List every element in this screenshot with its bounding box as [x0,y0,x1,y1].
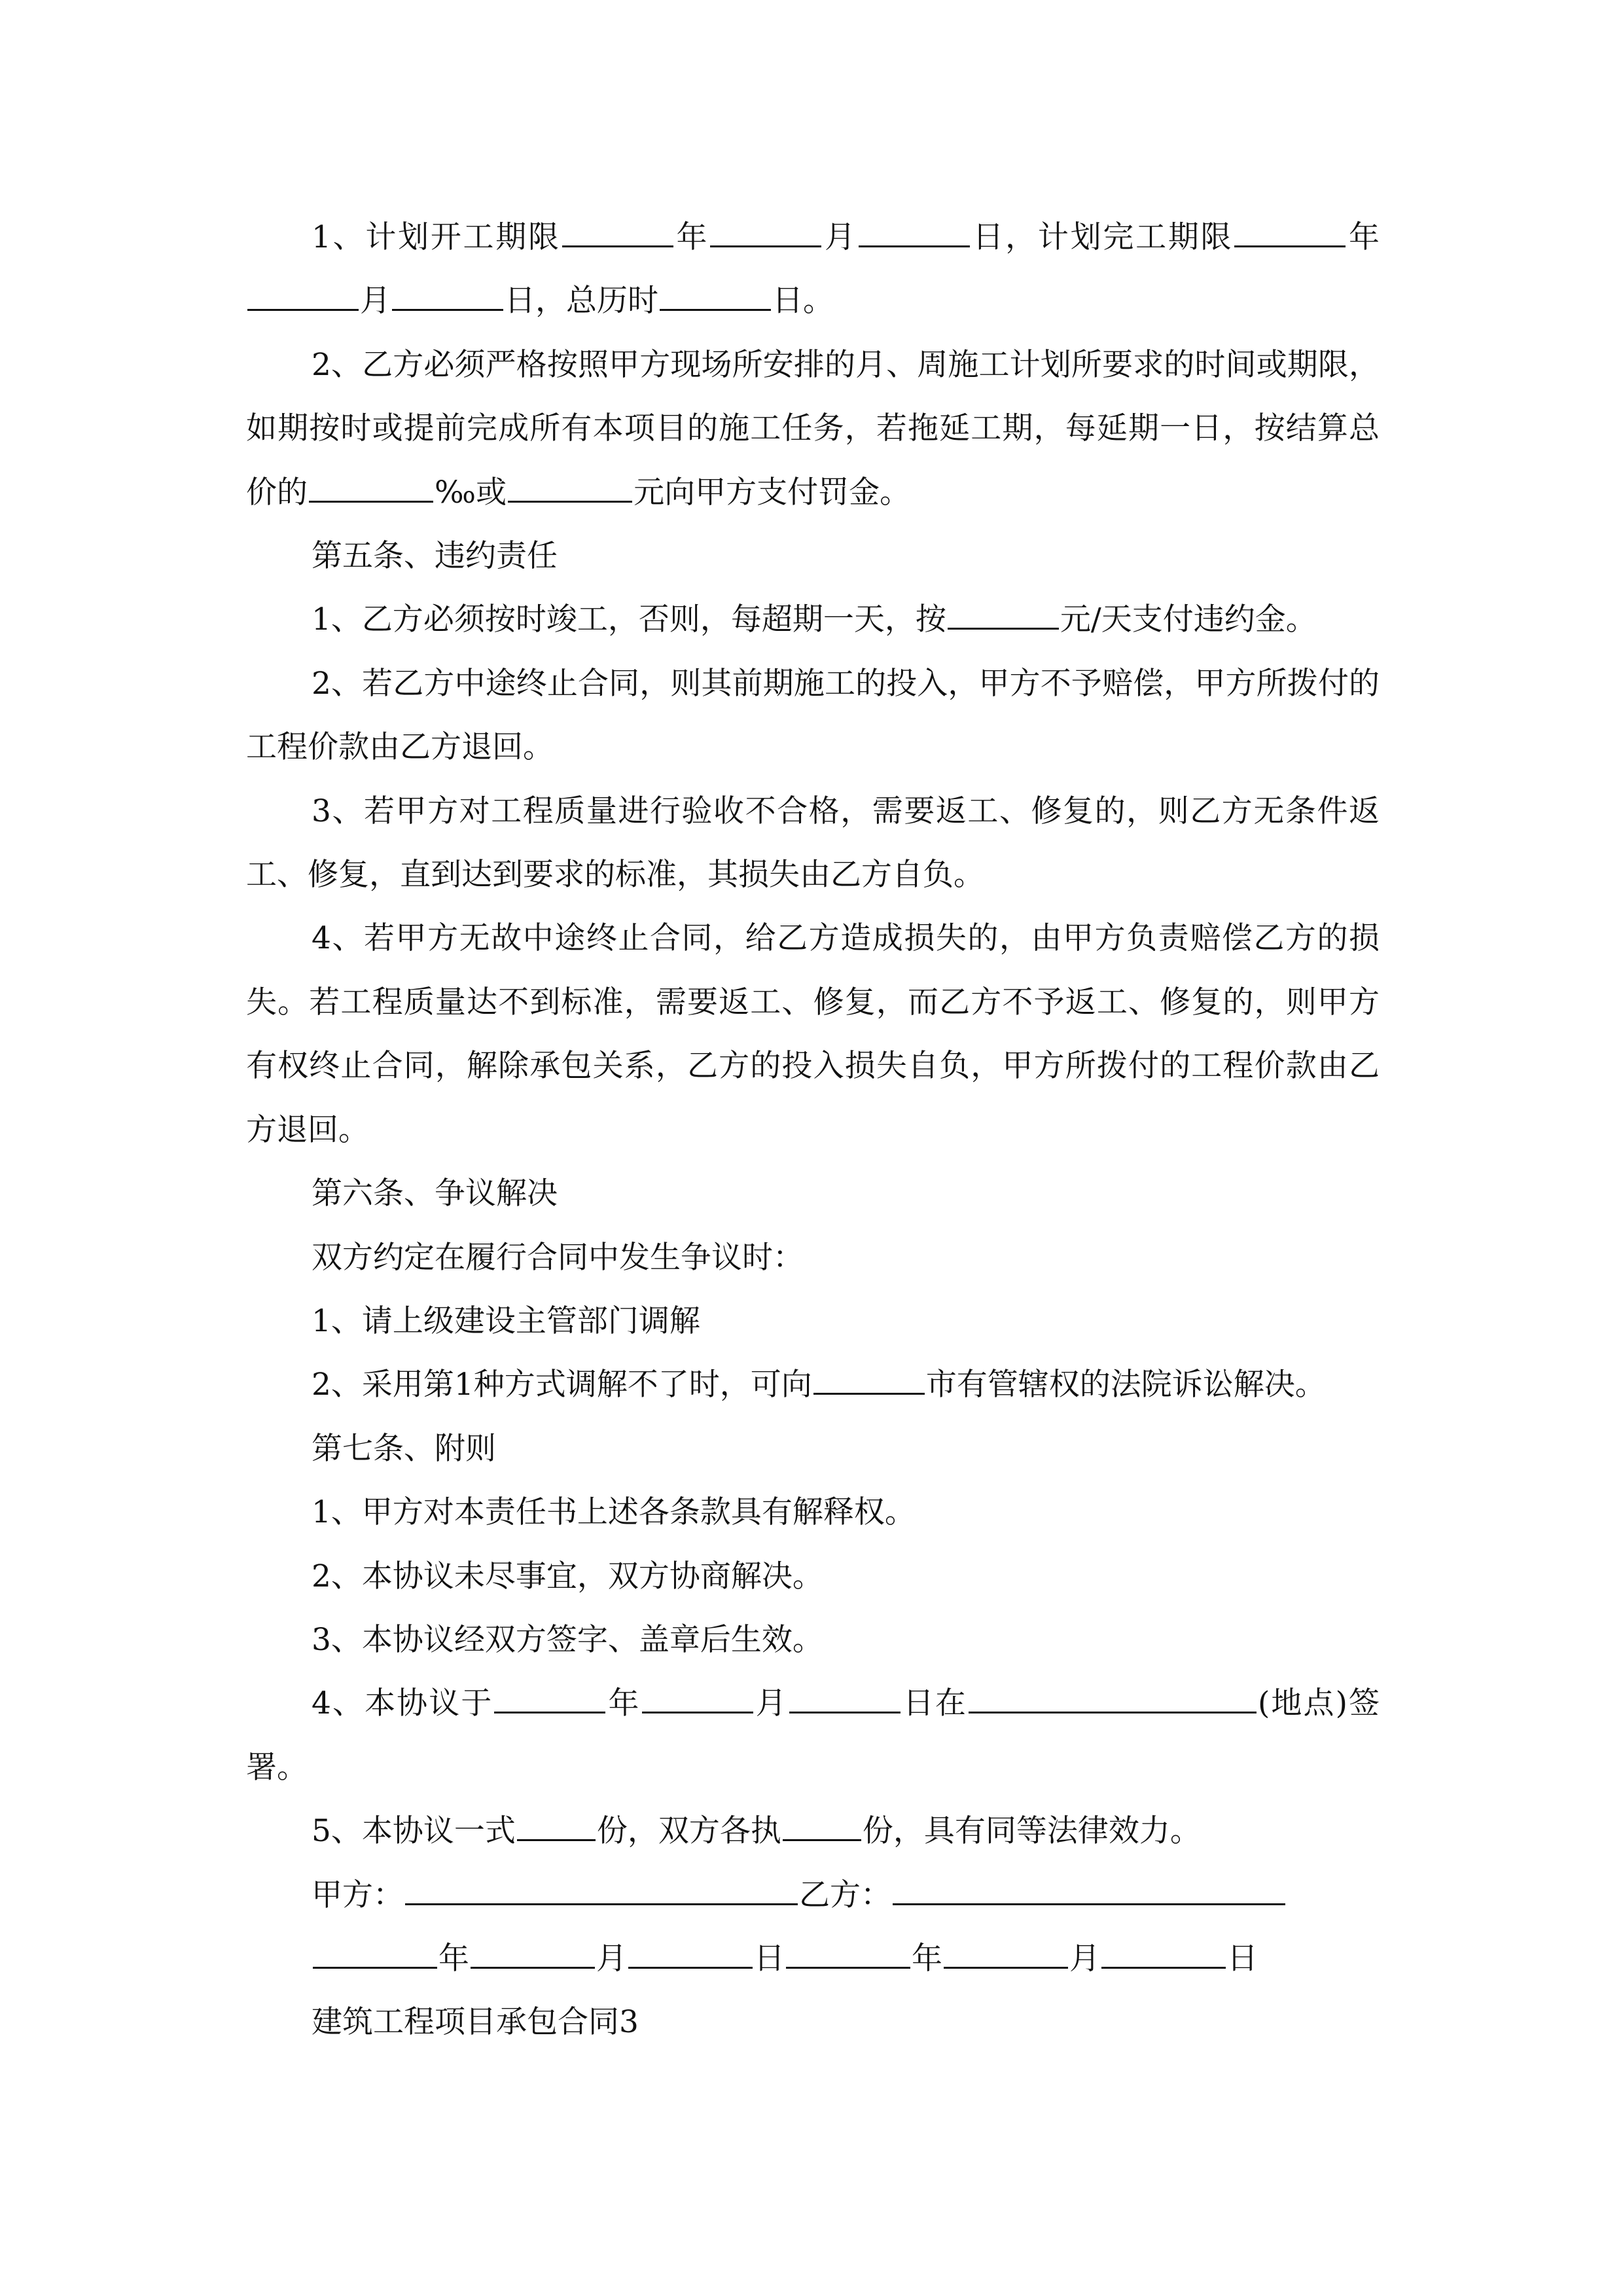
copies-blank-field[interactable] [517,1810,596,1842]
blank-field[interactable] [508,471,632,503]
clause-4-item-2 [246,333,1380,524]
text: 月 [823,219,857,255]
blank-field[interactable] [494,1683,605,1714]
party-b-year-field[interactable] [786,1937,910,1969]
clause-7-item-3: 3、本协议经双方签字、盖章后生效。 [312,1621,823,1658]
signature-row [246,1863,1380,1927]
text: 1、计划开工期限 [312,219,561,255]
text: 年 [607,1685,641,1722]
party-b-month-field[interactable] [944,1937,1068,1969]
blank-field[interactable] [813,1364,925,1395]
blank-field[interactable] [562,216,673,247]
blank-field[interactable] [789,1683,901,1714]
blank-field[interactable] [392,280,503,312]
blank-field[interactable] [859,216,970,247]
text: 1、乙方必须按时竣工，否则，每超期一天，按 [312,601,946,638]
party-b-day-field[interactable] [1101,1937,1226,1969]
blank-field[interactable] [247,280,359,312]
blank-field[interactable] [948,599,1059,630]
text: 年 [674,219,709,255]
signature-date-row [246,1927,1380,1990]
text: 月 [754,1685,788,1722]
text: 份，双方各执 [596,1813,781,1850]
clause-5-item-2: 2、若乙方中途终止合同，则其前期施工的投入，甲方不予赔偿，甲方所拨付的工程价款由乙方退回。 [246,665,1380,766]
clause-7-item-4 [246,1672,1380,1799]
text: 月 [596,1940,627,1977]
text: 月 [360,283,391,319]
party-a-label: 甲方： [312,1876,404,1913]
text: (地点)签署。 [246,1685,1380,1785]
text: 年 [912,1940,942,1977]
blank-field[interactable] [660,280,771,312]
section-heading-7: 第七条、附则 [312,1430,496,1467]
text: 份，具有同等法律效力。 [862,1813,1201,1850]
clause-4-item-1 [246,206,1380,333]
text: 2、采用第1种方式调解不了时，可向 [312,1367,812,1403]
text: 市有管辖权的法院诉讼解决。 [925,1367,1326,1403]
text: 4、本协议于 [312,1685,493,1722]
text: 年 [1347,219,1380,255]
clause-6-intro: 双方约定在履行合同中发生争议时： [312,1239,804,1276]
text: 日 [1227,1940,1258,1977]
document-page [246,206,1380,2054]
clause-7-item-2: 2、本协议未尽事宜，双方协商解决。 [312,1558,823,1594]
section-heading-6: 第六条、争议解决 [312,1175,558,1212]
text: 日 [754,1940,785,1977]
copies-each-blank-field[interactable] [783,1810,861,1842]
blank-field[interactable] [642,1683,753,1714]
text: 年 [438,1940,469,1977]
clause-5-item-1 [246,588,1380,651]
text: 2、乙方必须严格按照甲方现场所安排的月、周施工计划所要求的时间或期限，如期按时或提前完成所有本项目的施工任务，若拖延工期，每延期一日，按结算总价的 [246,346,1380,511]
clause-7-item-1: 1、甲方对本责任书上述各条款具有解释权。 [312,1494,916,1531]
section-heading-5: 第五条、违约责任 [312,538,558,575]
text: 月 [1069,1940,1100,1977]
text: 日，总历时 [505,283,658,319]
text: 日，计划完工期限 [971,219,1234,255]
blank-field[interactable] [1234,216,1346,247]
blank-field[interactable] [710,216,821,247]
clause-5-item-4: 4、若甲方无故中途终止合同，给乙方造成损失的，由甲方负责赔偿乙方的损失。若工程质量达不到标准，需要返工、修复，而乙方不予返工、修复的，则甲方有权终止合同，解除承包关系，乙方的投入损失自负，甲方所拨付的工程价款由乙方退回。 [246,920,1380,1148]
clause-6-item-2 [246,1353,1380,1416]
party-b-label: 乙方： [799,1876,891,1913]
blank-field[interactable] [309,471,433,503]
location-blank-field[interactable] [969,1683,1257,1714]
text: 日。 [772,283,834,319]
party-a-year-field[interactable] [313,1937,437,1969]
text: 5、本协议一式 [312,1813,516,1850]
text: 日在 [901,1685,967,1722]
party-a-day-field[interactable] [628,1937,753,1969]
text: ‰或 [435,474,507,511]
party-a-signature-field[interactable] [405,1874,798,1905]
clause-6-item-1: 1、请上级建设主管部门调解 [312,1302,700,1339]
clause-7-item-5 [246,1799,1380,1863]
clause-5-item-3: 3、若甲方对工程质量进行验收不合格，需要返工、修复的，则乙方无条件返工、修复，直到达到要求的标准，其损失由乙方自负。 [246,793,1380,893]
party-b-signature-field[interactable] [893,1874,1285,1905]
text: 元/天支付违约金。 [1060,601,1317,638]
party-a-month-field[interactable] [471,1937,595,1969]
text: 元向甲方支付罚金。 [633,474,911,511]
next-contract-title: 建筑工程项目承包合同3 [312,2004,639,2041]
